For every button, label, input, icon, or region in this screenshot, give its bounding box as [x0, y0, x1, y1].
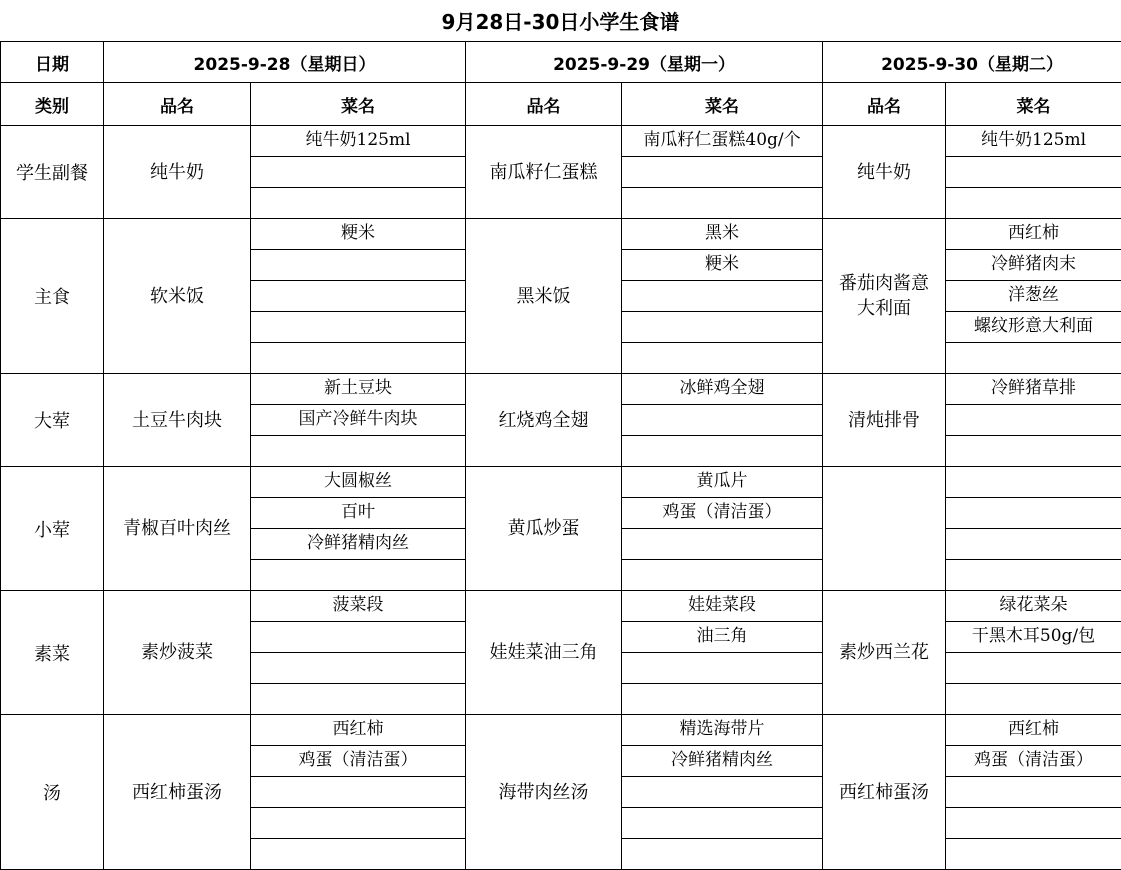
ingredient-cell — [946, 405, 1121, 436]
dish-cell: 南瓜籽仁蛋糕 — [466, 126, 622, 219]
ingredient-cell — [946, 343, 1121, 374]
ingredient-row — [1, 467, 1121, 498]
dish-cell: 软米饭 — [104, 219, 251, 374]
ingredient-cell — [251, 622, 466, 653]
dish-cell: 西红柿蛋汤 — [104, 715, 251, 870]
ingredient-cell: 娃娃菜段 — [622, 591, 823, 622]
ingredient-cell: 洋葱丝 — [946, 281, 1121, 312]
ingredient-cell — [251, 684, 466, 715]
dish-cell: 西红柿蛋汤 — [823, 715, 946, 870]
ingredient-cell — [251, 436, 466, 467]
ingredient-cell — [946, 436, 1121, 467]
ingredient-cell — [622, 684, 823, 715]
category-cell: 汤 — [1, 715, 104, 870]
dish-cell: 清炖排骨 — [823, 374, 946, 467]
ingredient-cell — [622, 839, 823, 870]
ingredient-cell: 大圆椒丝 — [251, 467, 466, 498]
page-title: 9月28日-30日小学生食谱 — [0, 0, 1121, 41]
date-header-1: 2025-9-28（星期日） — [104, 42, 466, 83]
ingredient-cell: 百叶 — [251, 498, 466, 529]
ingredient-cell — [251, 777, 466, 808]
ingredient-cell — [946, 839, 1121, 870]
ingredient-cell — [622, 312, 823, 343]
ingredient-cell — [946, 529, 1121, 560]
ingredient-cell: 冰鲜鸡全翅 — [622, 374, 823, 405]
ingredient-cell — [251, 653, 466, 684]
ingredient-cell — [251, 250, 466, 281]
ingredient-cell — [946, 467, 1121, 498]
ingredient-cell — [622, 281, 823, 312]
ingredient-cell — [251, 808, 466, 839]
ingredient-cell — [946, 498, 1121, 529]
category-cell: 小荤 — [1, 467, 104, 591]
ingredient-cell — [251, 312, 466, 343]
ingredient-cell — [622, 436, 823, 467]
ingredient-cell — [946, 157, 1121, 188]
ingredient-cell — [251, 188, 466, 219]
ingredient-cell — [946, 653, 1121, 684]
ingredient-cell — [251, 281, 466, 312]
dish-label: 品名 — [466, 83, 622, 126]
ingredient-row — [1, 591, 1121, 622]
category-cell: 素菜 — [1, 591, 104, 715]
ingredient-cell: 鸡蛋（清洁蛋） — [622, 498, 823, 529]
date-label: 日期 — [1, 42, 104, 83]
ingredient-cell — [946, 777, 1121, 808]
column-header-row — [1, 83, 1121, 126]
ingredient-cell — [622, 808, 823, 839]
ingredient-cell: 油三角 — [622, 622, 823, 653]
dish-cell: 娃娃菜油三角 — [466, 591, 622, 715]
ingredient-row — [1, 126, 1121, 157]
dish-cell: 纯牛奶 — [823, 126, 946, 219]
ingredient-label: 菜名 — [251, 83, 466, 126]
ingredient-cell — [946, 684, 1121, 715]
category-cell: 主食 — [1, 219, 104, 374]
ingredient-cell: 菠菜段 — [251, 591, 466, 622]
ingredient-cell — [946, 560, 1121, 591]
ingredient-cell: 西红柿 — [946, 715, 1121, 746]
dish-cell: 素炒西兰花 — [823, 591, 946, 715]
ingredient-cell: 冷鲜猪草排 — [946, 374, 1121, 405]
dish-cell: 海带肉丝汤 — [466, 715, 622, 870]
dish-label: 品名 — [104, 83, 251, 126]
menu-table — [0, 41, 1121, 870]
ingredient-cell — [622, 529, 823, 560]
ingredient-cell: 纯牛奶125ml — [251, 126, 466, 157]
dish-cell: 青椒百叶肉丝 — [104, 467, 251, 591]
dish-cell: 红烧鸡全翅 — [466, 374, 622, 467]
ingredient-cell — [622, 405, 823, 436]
date-header-2: 2025-9-29（星期一） — [466, 42, 823, 83]
dish-label: 品名 — [823, 83, 946, 126]
category-label: 类别 — [1, 83, 104, 126]
date-row — [1, 42, 1121, 83]
ingredient-cell: 干黑木耳50g/包 — [946, 622, 1121, 653]
ingredient-cell: 黄瓜片 — [622, 467, 823, 498]
ingredient-cell — [251, 560, 466, 591]
dish-cell — [823, 467, 946, 591]
category-cell: 大荤 — [1, 374, 104, 467]
ingredient-cell: 冷鲜猪精肉丝 — [622, 746, 823, 777]
dish-cell: 番茄肉酱意大利面 — [823, 219, 946, 374]
ingredient-cell: 新土豆块 — [251, 374, 466, 405]
ingredient-cell — [946, 188, 1121, 219]
ingredient-cell — [622, 560, 823, 591]
ingredient-cell: 冷鲜猪精肉丝 — [251, 529, 466, 560]
dish-cell: 素炒菠菜 — [104, 591, 251, 715]
ingredient-label: 菜名 — [946, 83, 1121, 126]
ingredient-cell: 粳米 — [251, 219, 466, 250]
ingredient-cell: 纯牛奶125ml — [946, 126, 1121, 157]
ingredient-cell: 螺纹形意大利面 — [946, 312, 1121, 343]
ingredient-cell: 鸡蛋（清洁蛋） — [946, 746, 1121, 777]
date-header-3: 2025-9-30（星期二） — [823, 42, 1121, 83]
ingredient-cell: 西红柿 — [946, 219, 1121, 250]
ingredient-cell: 精选海带片 — [622, 715, 823, 746]
ingredient-cell — [622, 777, 823, 808]
ingredient-cell: 粳米 — [622, 250, 823, 281]
ingredient-cell — [251, 343, 466, 374]
ingredient-row — [1, 374, 1121, 405]
category-cell: 学生副餐 — [1, 126, 104, 219]
ingredient-cell: 国产冷鲜牛肉块 — [251, 405, 466, 436]
ingredient-cell — [622, 653, 823, 684]
ingredient-cell — [251, 157, 466, 188]
dish-cell: 黄瓜炒蛋 — [466, 467, 622, 591]
dish-cell: 纯牛奶 — [104, 126, 251, 219]
dish-cell: 黑米饭 — [466, 219, 622, 374]
ingredient-cell: 鸡蛋（清洁蛋） — [251, 746, 466, 777]
ingredient-cell: 南瓜籽仁蛋糕40g/个 — [622, 126, 823, 157]
ingredient-cell — [622, 343, 823, 374]
ingredient-cell — [622, 157, 823, 188]
ingredient-cell: 西红柿 — [251, 715, 466, 746]
ingredient-label: 菜名 — [622, 83, 823, 126]
ingredient-cell — [251, 839, 466, 870]
ingredient-cell — [622, 188, 823, 219]
ingredient-cell: 绿花菜朵 — [946, 591, 1121, 622]
ingredient-row — [1, 715, 1121, 746]
ingredient-cell — [946, 808, 1121, 839]
ingredient-cell: 冷鲜猪肉末 — [946, 250, 1121, 281]
ingredient-row — [1, 219, 1121, 250]
dish-cell: 土豆牛肉块 — [104, 374, 251, 467]
ingredient-cell: 黑米 — [622, 219, 823, 250]
